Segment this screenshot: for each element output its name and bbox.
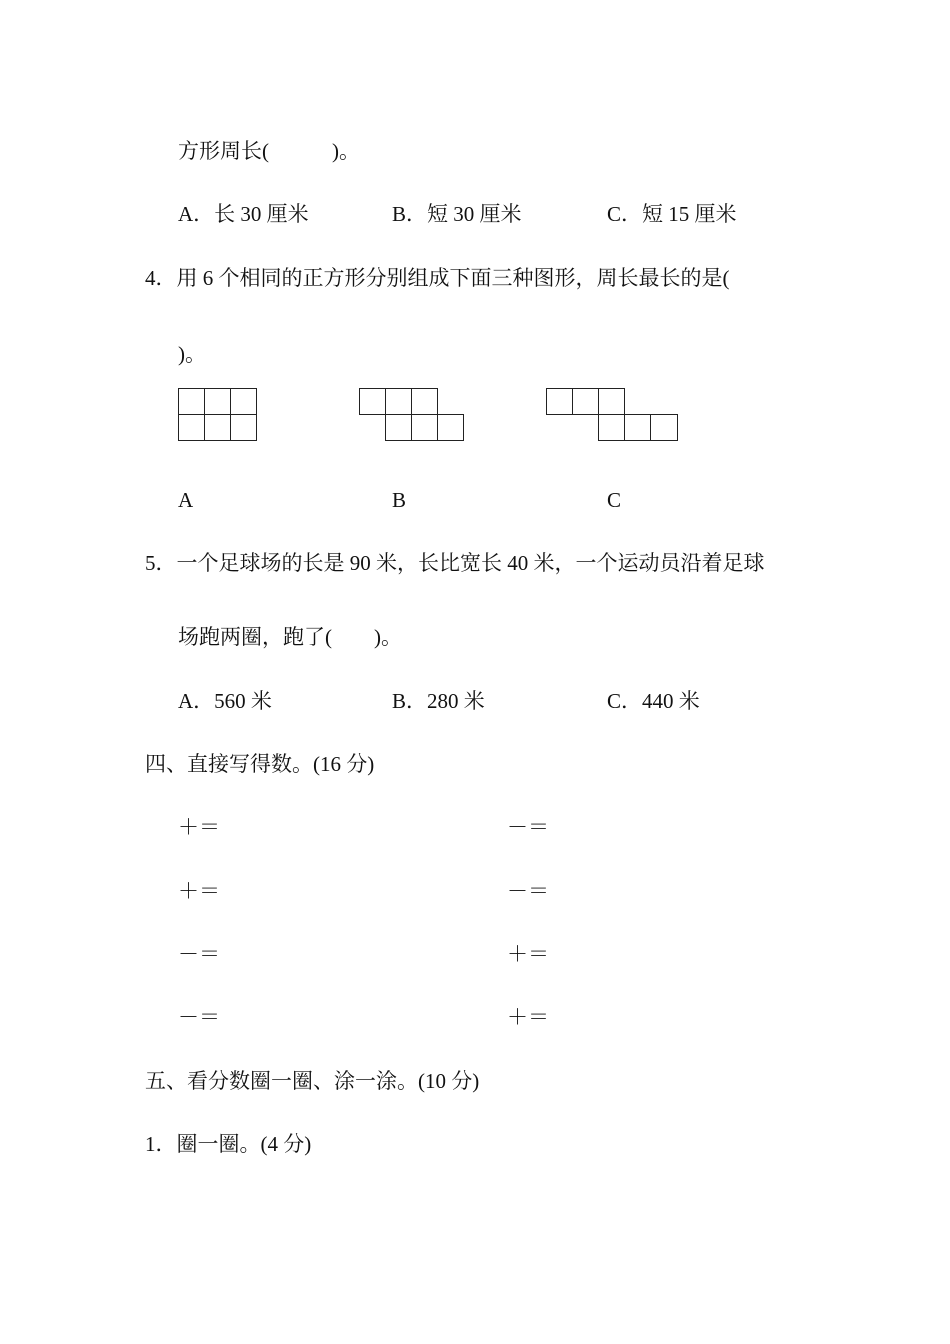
figure-b-square <box>411 414 438 441</box>
q5-option-a: A．560 米 <box>178 689 272 713</box>
figure-a-square <box>204 414 231 441</box>
equation-left: －＝ <box>178 1005 220 1029</box>
q3-option-b: B．短 30 厘米 <box>392 202 522 226</box>
figure-c-square <box>546 388 573 415</box>
figure-c-square <box>598 414 625 441</box>
figure-b-square <box>437 414 464 441</box>
figure-c-label: C <box>607 488 622 512</box>
q5-option-b: B．280 米 <box>392 689 485 713</box>
q3-option-a: A．长 30 厘米 <box>178 202 309 226</box>
figure-a-square <box>178 414 205 441</box>
figure-a-square <box>230 388 257 415</box>
equation-left: ＋＝ <box>178 879 220 903</box>
section-4-heading: 四、直接写得数。(16 分) <box>145 752 375 776</box>
equation-right: －＝ <box>507 815 549 839</box>
section-5-subquestion-1: 1．圈一圈。(4 分) <box>145 1132 312 1156</box>
q4-stem: 4．用 6 个相同的正方形分别组成下面三种图形，周长最长的是( <box>145 266 730 290</box>
q5-continuation: 场跑两圈，跑了( )。 <box>178 625 402 649</box>
q3-continuation: 方形周长( )。 <box>178 139 360 163</box>
equation-right: ＋＝ <box>507 942 549 966</box>
figure-c-square <box>598 388 625 415</box>
figure-b-square <box>385 388 412 415</box>
figure-b-square <box>411 388 438 415</box>
equation-right: －＝ <box>507 879 549 903</box>
q3-option-c: C．短 15 厘米 <box>607 202 737 226</box>
equation-left: －＝ <box>178 942 220 966</box>
figure-c-square <box>572 388 599 415</box>
figure-b-square <box>385 414 412 441</box>
q4-continuation: )。 <box>178 342 206 366</box>
q5-stem: 5．一个足球场的长是 90 米，长比宽长 40 米，一个运动员沿着足球 <box>145 551 765 575</box>
figure-b-square <box>359 388 386 415</box>
equation-left: ＋＝ <box>178 815 220 839</box>
figure-a-square <box>230 414 257 441</box>
figure-c-square <box>624 414 651 441</box>
figure-c-square <box>650 414 678 441</box>
figure-a-square <box>178 388 205 415</box>
equation-right: ＋＝ <box>507 1005 549 1029</box>
figure-a-label: A <box>178 488 194 512</box>
figure-b-label: B <box>392 488 407 512</box>
figure-a-square <box>204 388 231 415</box>
q5-option-c: C．440 米 <box>607 689 700 713</box>
section-5-heading: 五、看分数圈一圈、涂一涂。(10 分) <box>145 1069 480 1093</box>
